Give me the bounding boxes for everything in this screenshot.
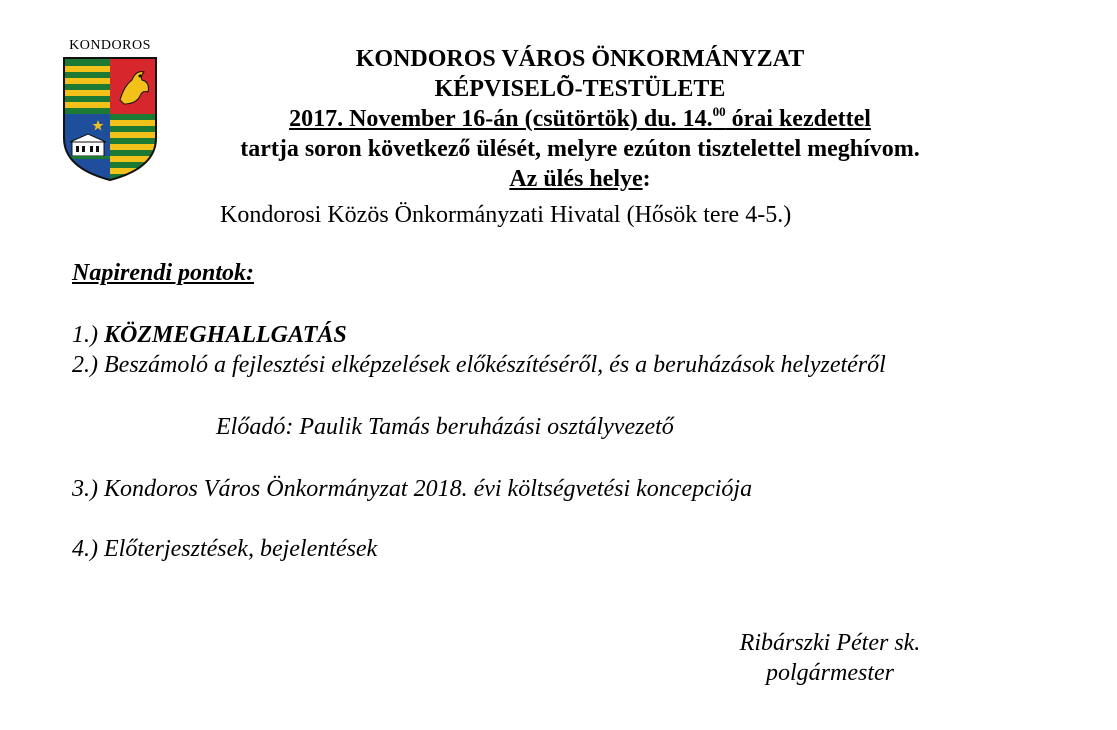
signature-block bbox=[700, 628, 960, 688]
meeting-time-minutes: 00 bbox=[712, 104, 726, 119]
agenda-item-4 bbox=[72, 536, 377, 563]
agenda-heading: Napirendi pontok: bbox=[72, 260, 255, 286]
venue-colon: : bbox=[642, 166, 651, 192]
city-logo bbox=[58, 38, 162, 188]
signature-name: Ribárszki Péter sk. bbox=[739, 630, 921, 656]
agenda-item-number: 4.) bbox=[72, 536, 104, 562]
agenda-presenter: Előadó: Paulik Tamás beruházási osztályvezető bbox=[216, 414, 674, 440]
agenda-item-text: Előterjesztések, bejelentések bbox=[104, 536, 378, 562]
agenda-item-text: Beszámoló a fejlesztési elképzelések előkészítéséről, és a beruházások helyzetéről bbox=[104, 352, 886, 378]
signature-title: polgármester bbox=[766, 660, 894, 686]
meeting-date-suffix: órai kezdettel bbox=[725, 106, 871, 132]
header-title: KONDOROS VÁROS ÖNKORMÁNYZAT bbox=[355, 46, 805, 72]
agenda-item-3 bbox=[72, 476, 752, 503]
logo-label: KONDOROS bbox=[69, 38, 151, 53]
agenda-item-number: 1.) bbox=[72, 322, 104, 348]
invitation-header bbox=[170, 44, 990, 194]
venue-address: Kondorosi Közös Önkormányzati Hivatal (Hősök tere 4-5.) bbox=[220, 202, 792, 228]
venue-heading bbox=[170, 164, 990, 194]
agenda-item-text: Kondoros Város Önkormányzat 2018. évi költségvetési koncepciója bbox=[104, 476, 753, 502]
meeting-date-prefix: 2017. November 16-án (csütörtök) du. 14. bbox=[289, 106, 713, 132]
agenda-item-2 bbox=[72, 352, 886, 379]
header-subtitle: KÉPVISELÕ-TESTÜLETE bbox=[434, 76, 726, 102]
agenda-item-number: 3.) bbox=[72, 476, 104, 502]
coat-of-arms-icon bbox=[62, 56, 158, 182]
venue-label: Az ülés helye bbox=[509, 166, 643, 192]
agenda-item-text: KÖZMEGHALLGATÁS bbox=[104, 322, 347, 348]
agenda-item-1 bbox=[72, 322, 347, 349]
invitation-text: tartja soron következő ülését, melyre ezúton tisztelettel meghívom. bbox=[240, 136, 920, 162]
meeting-date bbox=[170, 104, 990, 134]
agenda-item-number: 2.) bbox=[72, 352, 104, 378]
